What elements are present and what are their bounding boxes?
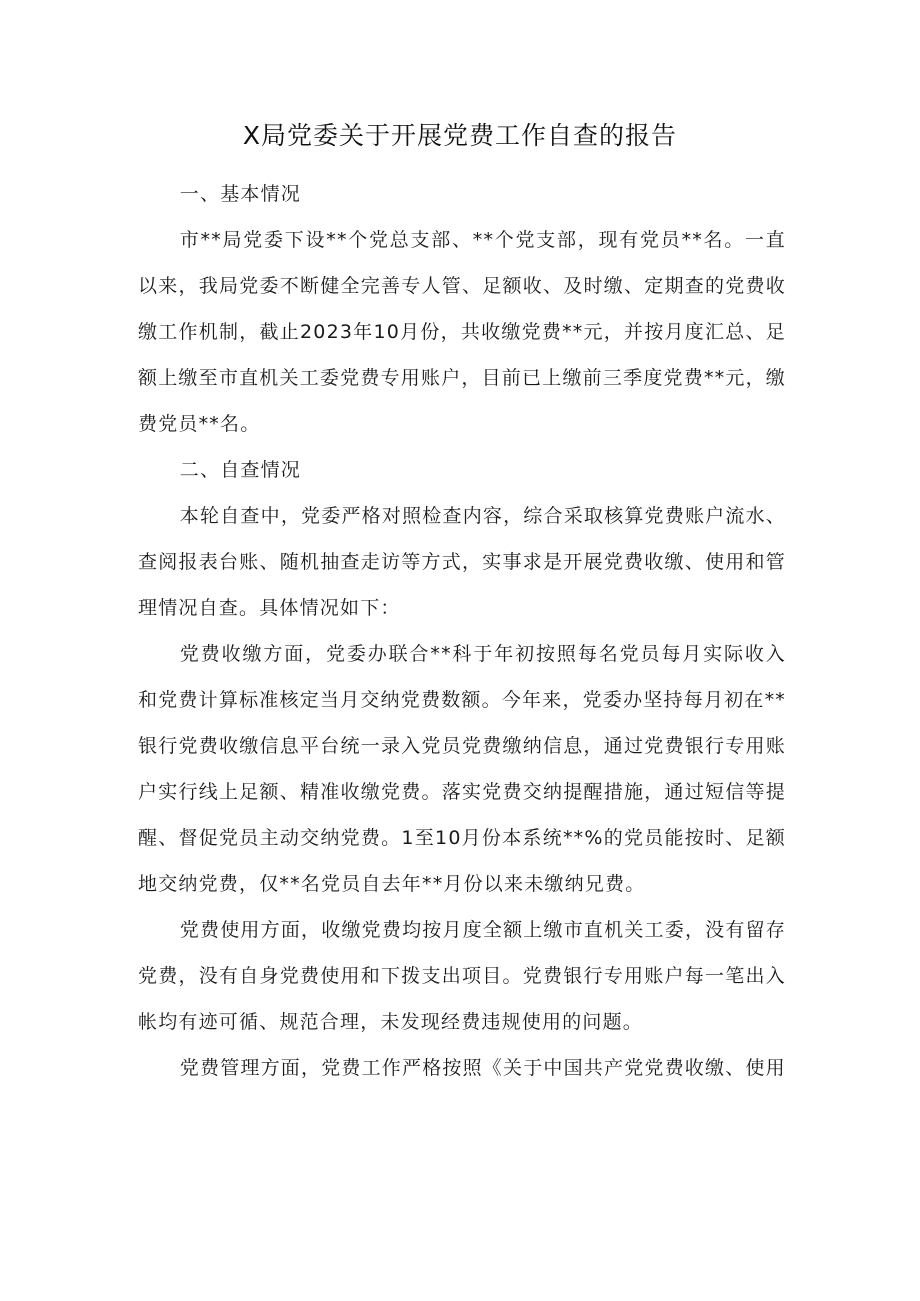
section-heading-self-check: 二、自查情况 bbox=[179, 459, 301, 481]
section-heading-basic: 一、基本情况 bbox=[179, 183, 301, 205]
paragraph-fee-usage: 党费使用方面，收缴党费均按月度全额上缴市直机关工委，没有留存党费，没有自身党费使用和下拨支出项目。党费银行专用账户每一笔出入帐均有迹可循、规范合理，未发现经费违规使用的问题。 bbox=[138, 919, 786, 1033]
paragraph-fee-collection: 党费收缴方面，党委办联合**科于年初按照每名党员每月实际收入和党费计算标准核定当月交纳党费数额。今年来，党委办坚持每月初在**银行党费收缴信息平台统一录入党员党费缴纳信息，通过党费银行专用账户实行线上足额、精准收缴党费。落实党费交纳提醒措施，通过短信等提醒、督促党员主动交纳党费。1至10月份本系统**%的党员能按时、足额地交纳党费，仅**名党员自去年**月份以来未缴纳兄费。 bbox=[138, 643, 786, 895]
paragraph-basic-situation: 市**局党委下设**个党总支部、**个党支部，现有党员**名。一直以来，我局党委不断健全完善专人管、足额收、及时缴、定期查的党费收缴工作机制，截止2023年10月份，共收缴党费**元，并按月度汇总、足额上缴至市直机关工委党费专用账户，目前已上缴前三季度党费**元，缴费党员**名。 bbox=[138, 229, 786, 435]
paragraph-self-check-intro: 本轮自查中，党委严格对照检查内容，综合采取核算党费账户流水、查阅报表台账、随机抽查走访等方式，实事求是开展党费收缴、使用和管理情况自查。具体情况如下： bbox=[138, 505, 786, 619]
paragraph-fee-management: 党费管理方面，党费工作严格按照《关于中国共产党党费收缴、使用 bbox=[179, 1057, 786, 1079]
document-body bbox=[138, 171, 786, 1091]
document-title: X局党委关于开展党费工作自查的报告 bbox=[242, 121, 678, 150]
